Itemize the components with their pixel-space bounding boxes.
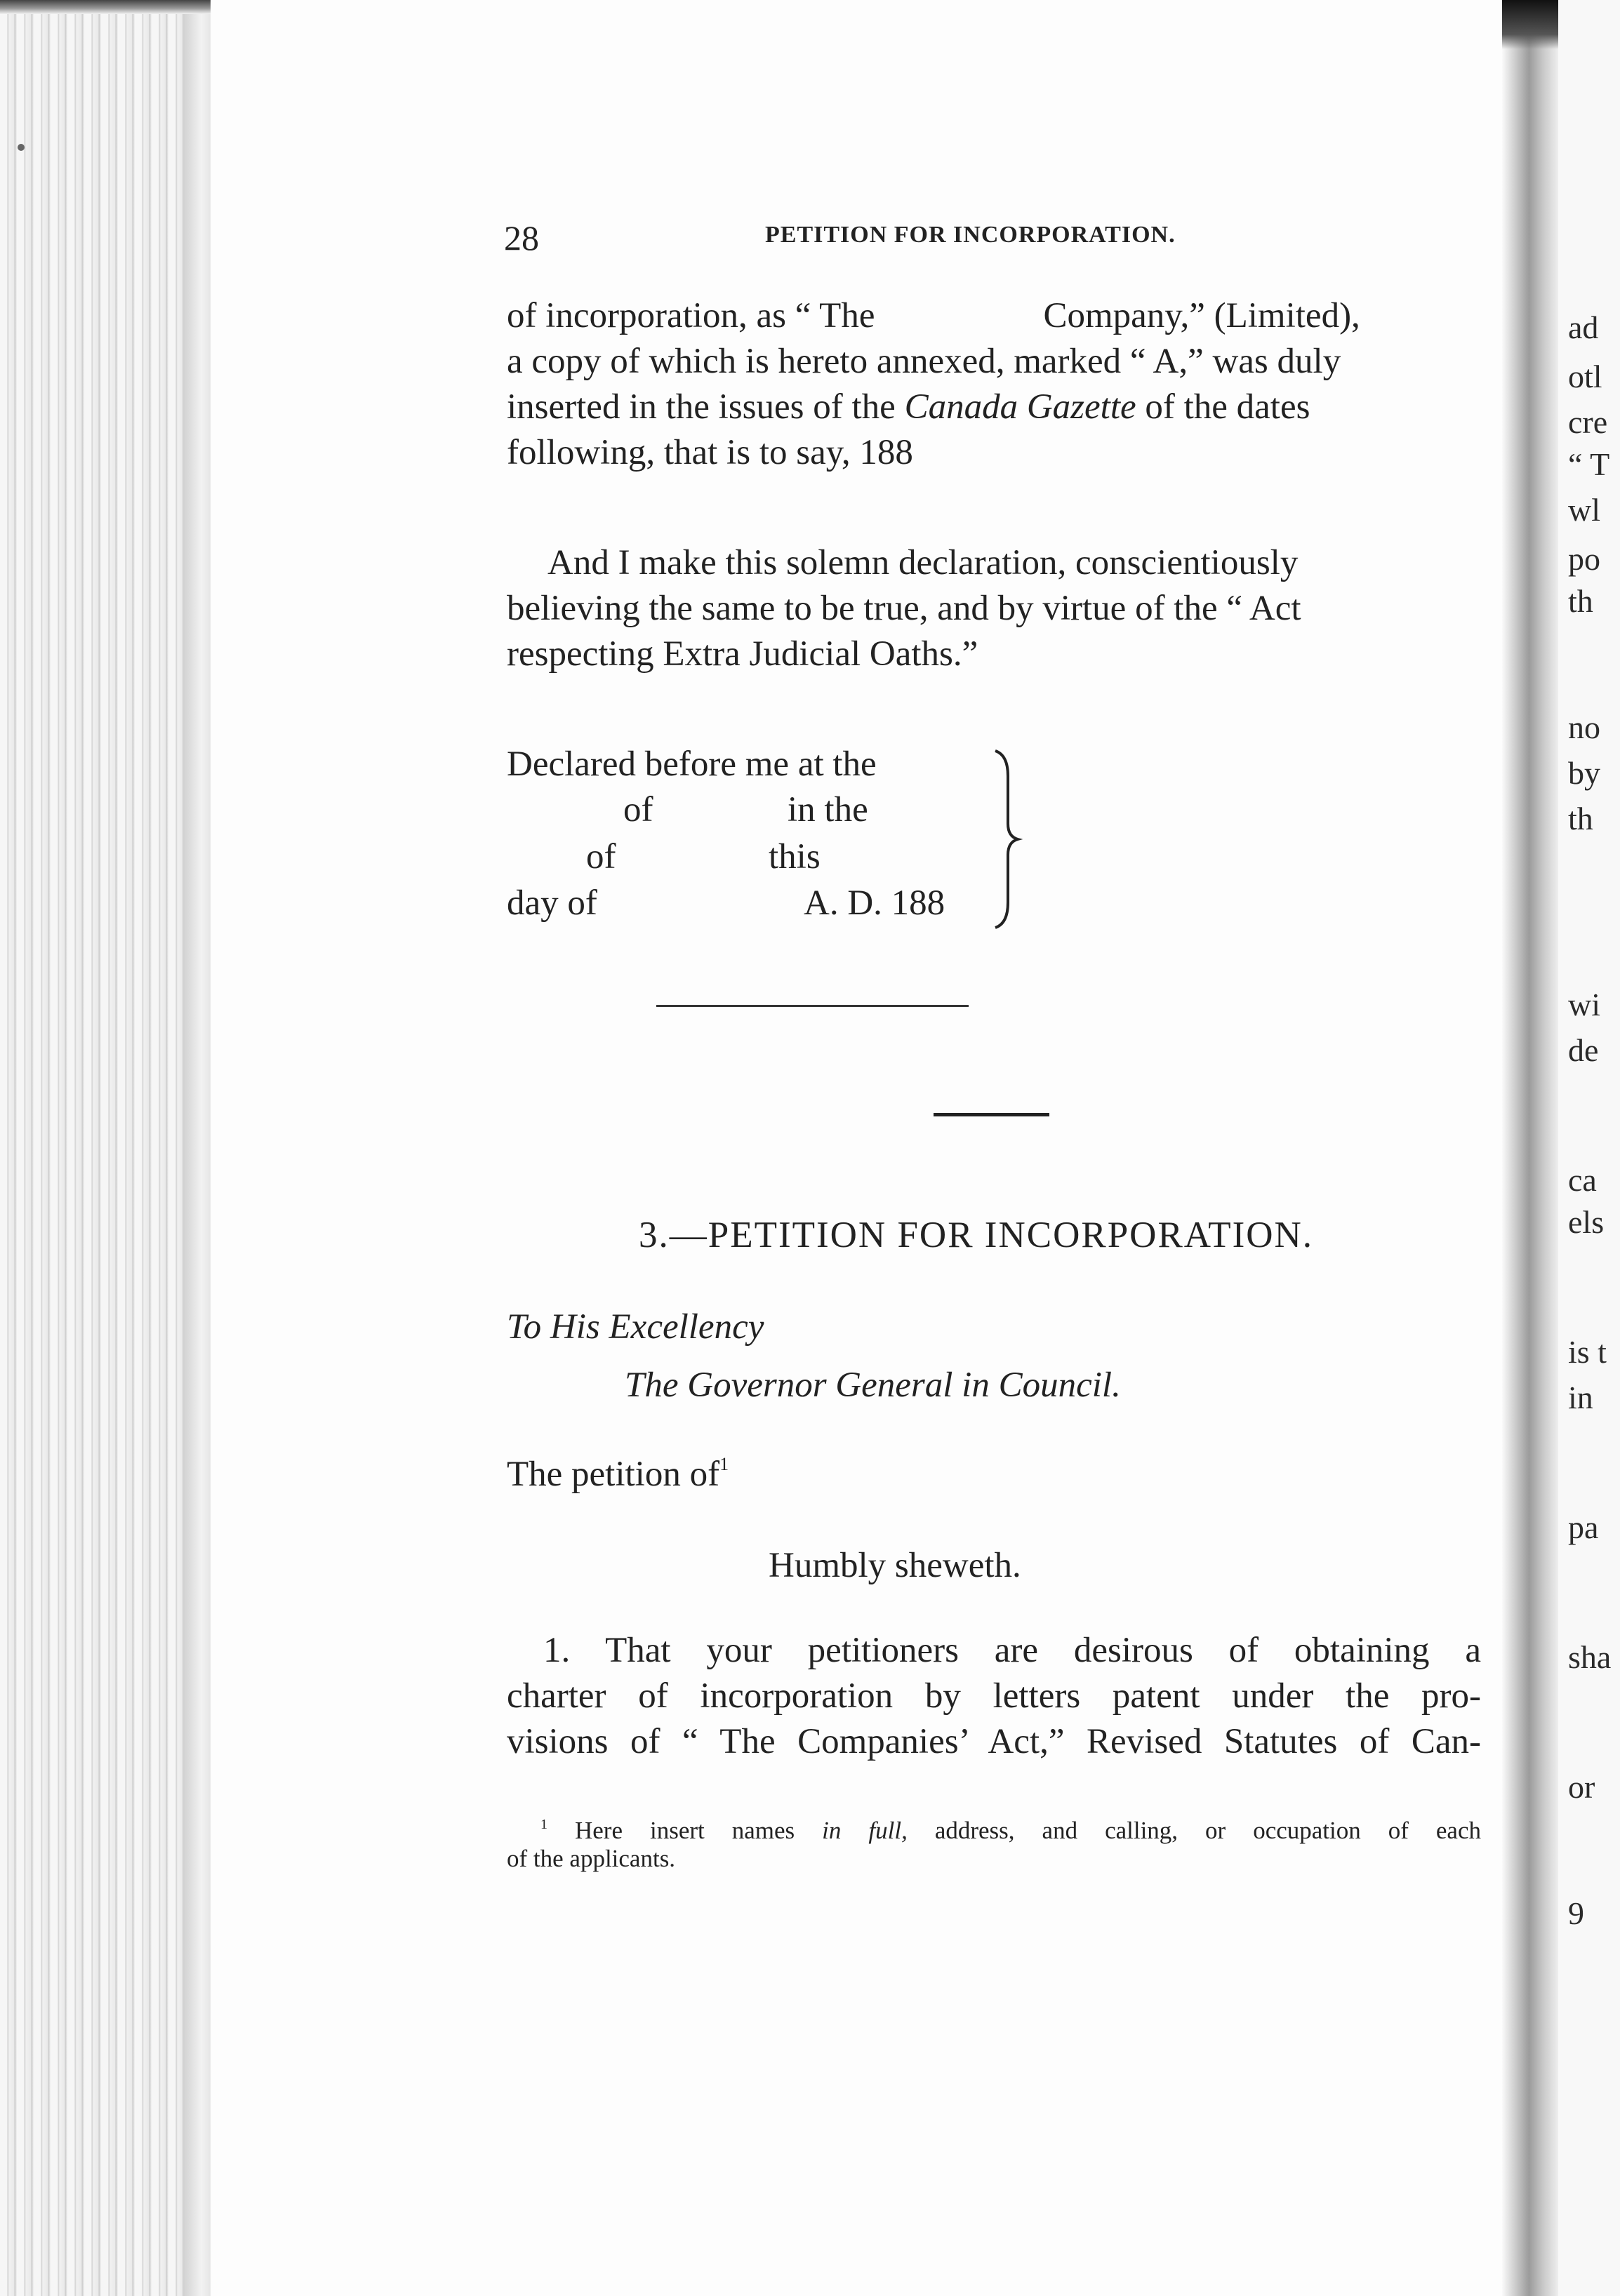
next-page-text: ca bbox=[1568, 1162, 1597, 1198]
footnote-line-1: $^1$ Here insert names in full, address, and calling, or occupation of each bbox=[540, 1817, 1482, 1844]
paragraph-notice bbox=[507, 293, 1481, 476]
next-page-text: is t bbox=[1568, 1334, 1607, 1370]
book-page-edges bbox=[0, 0, 211, 2296]
address-line-2: The Governor General in Council. bbox=[625, 1366, 1121, 1405]
next-page-text: wl bbox=[1568, 492, 1600, 528]
next-page-text: “ T bbox=[1568, 446, 1610, 482]
next-page-text: wi bbox=[1568, 987, 1600, 1022]
section-title: 3.—PETITION FOR INCORPORATION. bbox=[639, 1215, 1314, 1255]
page-number: 28 bbox=[504, 218, 539, 258]
next-page-text: otl bbox=[1568, 359, 1602, 394]
next-page-fragment bbox=[1558, 0, 1620, 2296]
next-page-text: or bbox=[1568, 1769, 1595, 1805]
declared-row-2-left: of bbox=[623, 790, 653, 829]
italic-publication-name: Canada Gazette bbox=[904, 387, 1136, 427]
petition-of: The petition $of^1$ bbox=[507, 1454, 729, 1494]
next-page-text: th bbox=[1568, 801, 1593, 836]
right-brace bbox=[990, 748, 1025, 930]
footnote-ref: 1 bbox=[719, 1454, 729, 1474]
next-page-text: 9 bbox=[1568, 1895, 1584, 1931]
text-line: of incorporation, as “ The Company,” (Limited), bbox=[507, 296, 1360, 335]
next-page-text: de bbox=[1568, 1032, 1599, 1068]
declared-row-4-left: day of bbox=[507, 883, 597, 923]
humbly-sheweth: Humbly sheweth. bbox=[769, 1546, 1021, 1585]
text-line: And I make this solemn declaration, conscientiously bbox=[547, 543, 1299, 582]
dust-speck bbox=[18, 144, 25, 151]
address-line-1: To His Excellency bbox=[507, 1307, 764, 1347]
next-page-text: ad bbox=[1568, 309, 1599, 345]
page-edge-top-shadow bbox=[0, 0, 211, 14]
text-line: believing the same to be true, and by virtue of the “ Act bbox=[507, 589, 1301, 628]
footnote-line-2: of the applicants. bbox=[507, 1845, 676, 1872]
text-line: a copy of which is hereto annexed, marked “ A,” was duly bbox=[507, 342, 1341, 381]
next-page-text: els bbox=[1568, 1204, 1605, 1240]
declared-row-3-left: of bbox=[586, 837, 616, 876]
paragraph-declaration bbox=[507, 540, 1481, 677]
next-page-text: po bbox=[1568, 541, 1600, 577]
running-head: PETITION FOR INCORPORATION. bbox=[765, 222, 1176, 248]
declared-row-4-right: A. D. 188 bbox=[804, 883, 945, 923]
next-page-text: pa bbox=[1568, 1509, 1599, 1545]
text-line: 1. That your petitioners are desirous of obtaining a bbox=[543, 1631, 1481, 1670]
next-page-text: th bbox=[1568, 583, 1593, 619]
clause-1 bbox=[507, 1628, 1481, 1765]
next-page-text: no bbox=[1568, 709, 1600, 745]
text-line: following, that is to say, 188 bbox=[507, 433, 913, 472]
gutter-top-shadow bbox=[1502, 0, 1558, 49]
footnote bbox=[507, 1810, 1481, 1873]
next-page-text: cre bbox=[1568, 404, 1608, 440]
text-line: inserted in the issues of the Canada Gazette of the dates bbox=[507, 387, 1310, 427]
next-page-text: sha bbox=[1568, 1639, 1612, 1675]
next-page-text: by bbox=[1568, 755, 1600, 791]
section-separator bbox=[934, 1113, 1049, 1116]
signature-line bbox=[656, 1005, 969, 1007]
next-page-text: in bbox=[1568, 1380, 1593, 1415]
page-edge-shadow bbox=[182, 0, 214, 2296]
declared-row-1: Declared before me at the bbox=[507, 745, 877, 784]
declared-row-3-right: this bbox=[769, 837, 821, 876]
text-line: visions of “ The Companies’ Act,” Revised Statutes of Can- bbox=[507, 1722, 1481, 1761]
declared-row-2-right: in the bbox=[788, 790, 868, 829]
book-gutter bbox=[1502, 0, 1558, 2296]
text-line: charter of incorporation by letters patent under the pro- bbox=[507, 1676, 1481, 1716]
text-line: respecting Extra Judicial Oaths.” bbox=[507, 634, 978, 674]
